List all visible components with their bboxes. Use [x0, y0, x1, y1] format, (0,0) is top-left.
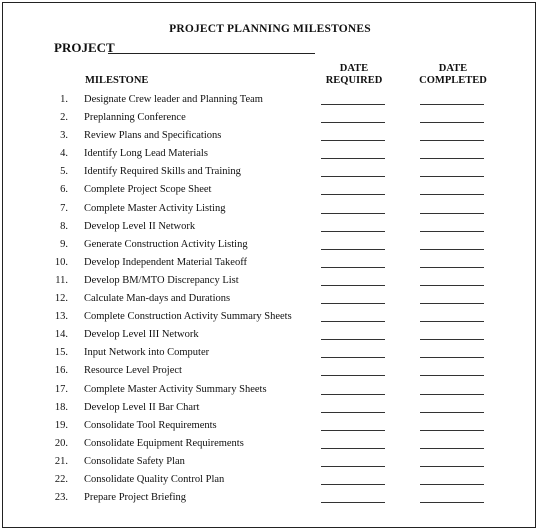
project-label: PROJECT: [54, 40, 115, 55]
milestone-number: 20.: [54, 437, 68, 449]
milestone-row: [0, 309, 540, 327]
milestone-label: Resource Level Project: [84, 365, 182, 377]
milestone-number: 23.: [54, 492, 68, 504]
milestone-number: 13.: [54, 311, 68, 323]
milestone-number: 4.: [60, 148, 68, 160]
date-completed-field[interactable]: [420, 321, 484, 322]
date-required-field[interactable]: [321, 430, 385, 431]
milestone-row: [0, 436, 540, 454]
milestone-label: Identify Required Skills and Training: [84, 166, 241, 178]
milestone-number: 14.: [54, 329, 68, 341]
date-required-field[interactable]: [321, 357, 385, 358]
milestone-label: Preplanning Conference: [84, 112, 186, 124]
milestone-row: [0, 490, 540, 508]
date-required-field[interactable]: [321, 104, 385, 105]
date-completed-field[interactable]: [420, 158, 484, 159]
milestone-label: Generate Construction Activity Listing: [84, 238, 248, 250]
date-completed-field[interactable]: [420, 484, 484, 485]
milestone-row: [0, 382, 540, 400]
date-required-column-header: [316, 63, 392, 87]
date-completed-field[interactable]: [420, 285, 484, 286]
milestone-number: 11.: [55, 274, 68, 286]
milestone-number: 6.: [60, 184, 68, 196]
milestone-label: Develop Level II Bar Chart: [84, 401, 200, 413]
date-required-field[interactable]: [321, 466, 385, 467]
milestone-label: Complete Construction Activity Summary Sheets: [84, 311, 292, 323]
milestone-row: [0, 363, 540, 381]
milestone-row: [0, 237, 540, 255]
milestone-row: [0, 472, 540, 490]
date-required-field[interactable]: [321, 448, 385, 449]
milestone-label: Consolidate Safety Plan: [84, 455, 185, 467]
date-required-field[interactable]: [321, 394, 385, 395]
milestone-number: 7.: [60, 202, 68, 214]
milestone-number: 3.: [60, 130, 68, 142]
date-required-field[interactable]: [321, 194, 385, 195]
date-required-field[interactable]: [321, 412, 385, 413]
milestone-row: [0, 110, 540, 128]
milestone-row: [0, 92, 540, 110]
milestone-number: 21.: [54, 455, 68, 467]
date-completed-field[interactable]: [420, 303, 484, 304]
milestone-row: [0, 128, 540, 146]
milestone-number: 22.: [54, 473, 68, 485]
milestone-label: Identify Long Lead Materials: [84, 148, 208, 160]
date-completed-column-header: [413, 63, 493, 87]
date-completed-field[interactable]: [420, 194, 484, 195]
milestone-label: Prepare Project Briefing: [84, 492, 187, 504]
milestone-label: Develop Level II Network: [84, 220, 196, 232]
date-required-field[interactable]: [321, 321, 385, 322]
milestone-label: Complete Project Scope Sheet: [84, 184, 212, 196]
date-completed-field[interactable]: [420, 466, 484, 467]
date-required-field[interactable]: [321, 502, 385, 503]
date-required-field[interactable]: [321, 303, 385, 304]
date-required-field[interactable]: [321, 267, 385, 268]
milestone-row: [0, 273, 540, 291]
date-completed-field[interactable]: [420, 502, 484, 503]
date-required-field[interactable]: [321, 484, 385, 485]
milestone-number: 5.: [60, 166, 68, 178]
milestone-number: 10.: [54, 256, 68, 268]
milestone-number: 2.: [60, 112, 68, 124]
date-completed-field[interactable]: [420, 394, 484, 395]
milestone-label: Review Plans and Specifications: [84, 130, 222, 142]
date-completed-field[interactable]: [420, 104, 484, 105]
date-required-field[interactable]: [321, 158, 385, 159]
date-required-field[interactable]: [321, 231, 385, 232]
milestone-label: Consolidate Tool Requirements: [84, 419, 217, 431]
milestone-header-text: MILESTONE: [85, 75, 149, 86]
date-required-field[interactable]: [321, 339, 385, 340]
milestone-row: [0, 291, 540, 309]
date-completed-field[interactable]: [420, 231, 484, 232]
date-required-header-line1: DATE: [339, 63, 369, 74]
milestone-number: 9.: [60, 238, 68, 250]
form-title: PROJECT PLANNING MILESTONES: [169, 23, 371, 35]
date-required-field[interactable]: [321, 249, 385, 250]
date-required-field[interactable]: [321, 176, 385, 177]
milestone-row: [0, 454, 540, 472]
milestone-row: [0, 182, 540, 200]
milestone-row: [0, 418, 540, 436]
milestone-list: [0, 92, 540, 508]
milestone-label: Develop Level III Network: [84, 329, 199, 341]
date-required-header-line2: REQUIRED: [325, 75, 383, 86]
milestone-row: [0, 400, 540, 418]
date-completed-field[interactable]: [420, 375, 484, 376]
project-name-field[interactable]: [108, 53, 315, 54]
date-required-field[interactable]: [321, 285, 385, 286]
milestone-label: Complete Master Activity Summary Sheets: [84, 383, 267, 395]
date-completed-field[interactable]: [420, 430, 484, 431]
date-completed-header-line2: COMPLETED: [419, 75, 487, 86]
date-completed-field[interactable]: [420, 412, 484, 413]
date-required-field[interactable]: [321, 213, 385, 214]
milestone-number: 16.: [54, 365, 68, 377]
milestone-row: [0, 255, 540, 273]
date-completed-field[interactable]: [420, 357, 484, 358]
milestone-row: [0, 146, 540, 164]
date-required-field[interactable]: [321, 140, 385, 141]
milestone-label: Input Network into Computer: [84, 347, 210, 359]
date-completed-field[interactable]: [420, 339, 484, 340]
milestone-number: 8.: [60, 220, 68, 232]
milestone-row: [0, 201, 540, 219]
date-completed-field[interactable]: [420, 122, 484, 123]
date-required-field[interactable]: [321, 375, 385, 376]
milestone-label: Develop Independent Material Takeoff: [84, 256, 248, 268]
milestone-number: 19.: [54, 419, 68, 431]
milestone-label: Designate Crew leader and Planning Team: [84, 94, 263, 105]
milestone-number: 1.: [60, 94, 68, 105]
milestone-number: 17.: [54, 383, 68, 395]
milestone-label: Complete Master Activity Listing: [84, 202, 226, 214]
date-completed-field[interactable]: [420, 140, 484, 141]
milestone-row: [0, 164, 540, 182]
milestone-number: 18.: [54, 401, 68, 413]
milestone-row: [0, 345, 540, 363]
milestone-label: Consolidate Equipment Requirements: [84, 437, 244, 449]
milestone-row: [0, 327, 540, 345]
date-required-field[interactable]: [321, 122, 385, 123]
date-completed-field[interactable]: [420, 249, 484, 250]
milestone-row: [0, 219, 540, 237]
milestone-column-header: [85, 75, 148, 87]
milestone-number: 15.: [54, 347, 68, 359]
milestone-label: Consolidate Quality Control Plan: [84, 473, 225, 485]
date-completed-field[interactable]: [420, 267, 484, 268]
date-completed-header-line1: DATE: [438, 63, 468, 74]
milestone-label: Calculate Man-days and Durations: [84, 293, 231, 305]
date-completed-field[interactable]: [420, 213, 484, 214]
milestone-number: 12.: [54, 293, 68, 305]
date-completed-field[interactable]: [420, 448, 484, 449]
date-completed-field[interactable]: [420, 176, 484, 177]
milestone-label: Develop BM/MTO Discrepancy List: [84, 274, 239, 286]
